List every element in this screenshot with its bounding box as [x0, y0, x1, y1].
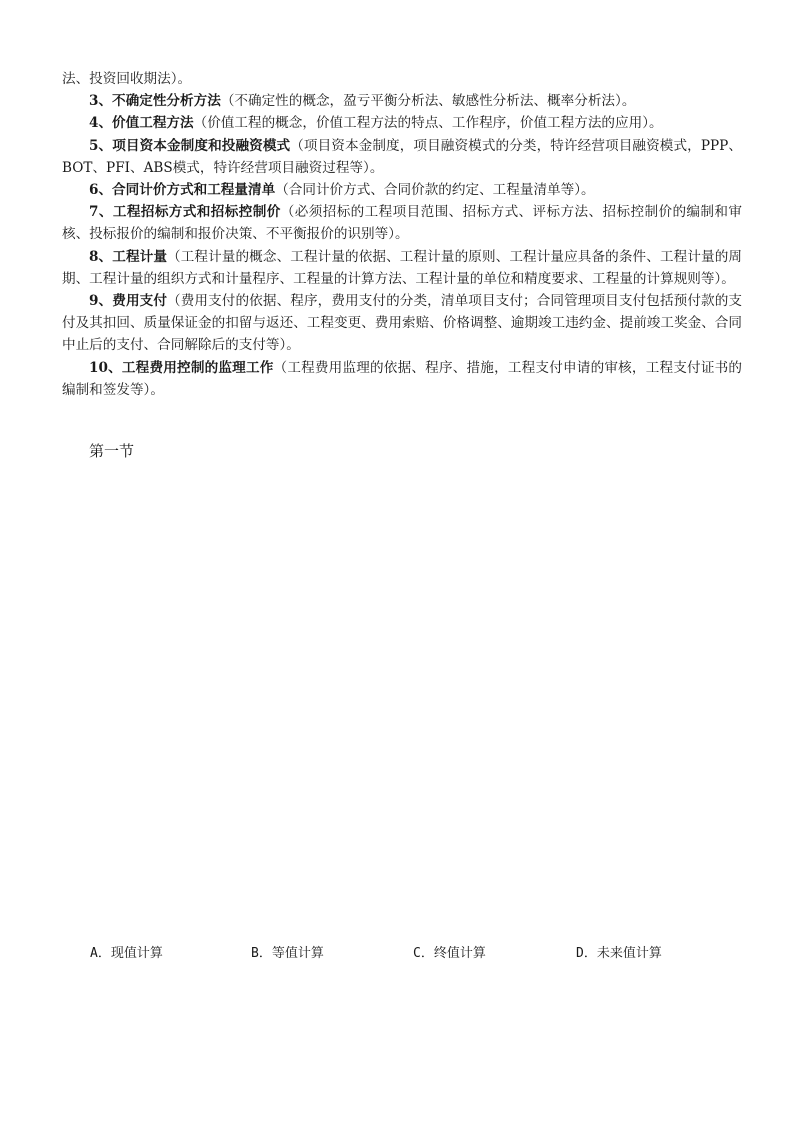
- paragraph-detail: （工程计量的概念、工程计量的依据、工程计量的原则、工程计量应具备的条件、工程计量的周期、工程计量的组织方式和计量程序、工程量的计算方法、工程计量的单位和精度要求、工程量的计算规则等）。: [62, 248, 743, 287]
- paragraph-item-10: [62, 357, 742, 401]
- section-title: 第一节: [89, 442, 135, 460]
- option-c: C．终值计算: [413, 946, 486, 961]
- paragraph-continuation: [62, 68, 742, 90]
- paragraph-heading: 3、不确定性分析方法: [89, 93, 221, 110]
- option-a: A．现值计算: [90, 946, 163, 961]
- paragraph-heading: 10、工程费用控制的监理工作: [89, 359, 274, 376]
- paragraph-item-5: [62, 135, 742, 179]
- option-b: B．等值计算: [251, 946, 324, 961]
- paragraph-heading: 7、工程招标方式和招标控制价: [89, 204, 281, 221]
- paragraph-detail: （价值工程的概念，价值工程方法的特点、工作程序，价值工程方法的应用）。: [193, 115, 663, 132]
- paragraph-item-7: [62, 201, 742, 245]
- paragraph-item-3: [62, 90, 742, 112]
- paragraph-item-9: [62, 290, 742, 357]
- option-d: D．未来值计算: [576, 946, 662, 961]
- paragraph-detail: （不确定性的概念，盈亏平衡分析法、敏感性分析法、概率分析法）。: [220, 93, 636, 110]
- answer-options: [0, 943, 800, 965]
- paragraph-heading: 4、价值工程方法: [89, 115, 194, 132]
- body-text: [62, 68, 742, 401]
- paragraph-detail: （必须招标的工程项目范围、招标方式、评标方法、招标控制价的编制和审核、投标报价的编制和报价决策、不平衡报价的识别等）。: [62, 204, 742, 243]
- paragraph-detail: （合同计价方式、合同价款的约定、工程量清单等）。: [275, 182, 595, 199]
- paragraph-item-8: [62, 246, 742, 290]
- paragraph-heading: 5、项目资本金制度和投融资模式: [89, 137, 291, 154]
- paragraph-detail: （费用支付的依据、程序，费用支付的分类，清单项目支付；合同管理项目支付包括预付款的支付及其扣回、质量保证金的扣留与返还、工程变更、费用索赔、价格调整、逾期竣工违约金、提前竣工奖金、合同中止后的支付、合同解除后的支付等）。: [62, 293, 743, 354]
- paragraph-item-4: [62, 112, 742, 134]
- paragraph-detail: （项目资本金制度，项目融资模式的分类，特许经营项目融资模式，PPP、BOT、PFI、ABS模式，特许经营项目融资过程等）。: [62, 137, 742, 176]
- paragraph-text: 法、投资回收期法）。: [62, 71, 192, 87]
- paragraph-heading: 6、合同计价方式和工程量清单: [89, 182, 276, 199]
- paragraph-heading: 9、费用支付: [89, 293, 168, 310]
- paragraph-heading: 8、工程计量: [89, 248, 168, 265]
- paragraph-detail: （工程费用监理的依据、程序、措施，工程支付申请的审核，工程支付证书的编制和签发等）。: [62, 359, 743, 398]
- paragraph-item-6: [62, 179, 742, 201]
